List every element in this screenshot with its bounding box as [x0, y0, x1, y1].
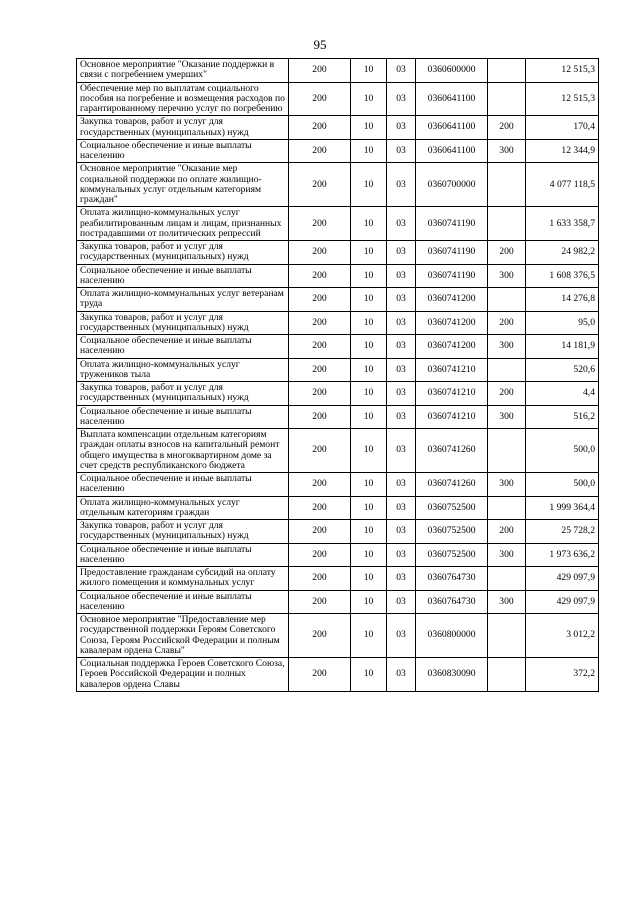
row-name: Предоставление гражданам субсидий на оплату жилого помещения и коммунальных услуг: [77, 567, 289, 591]
row-target-code: 0360764730: [416, 590, 488, 614]
row-target-code: 0360752500: [416, 496, 488, 520]
row-name: Основное мероприятие "Оказание мер социальной поддержки по оплате жилищно-коммунальных услуг отдельным категориям граждан": [77, 163, 289, 207]
row-subsection: 03: [387, 567, 416, 591]
row-expense-type: [488, 59, 526, 83]
table-row: [77, 567, 599, 591]
table-row: [77, 59, 599, 83]
row-section: 10: [351, 241, 387, 265]
row-section: 10: [351, 139, 387, 163]
row-subsection: 03: [387, 59, 416, 83]
table-row: [77, 116, 599, 140]
row-amount: 1 973 636,2: [526, 543, 599, 567]
table-row: [77, 241, 599, 265]
row-expense-type: [488, 288, 526, 312]
row-name: Социальное обеспечение и иные выплаты населению: [77, 264, 289, 288]
row-grbs-code: 200: [289, 382, 351, 406]
row-subsection: 03: [387, 311, 416, 335]
row-subsection: 03: [387, 658, 416, 692]
table-row: [77, 264, 599, 288]
row-grbs-code: 200: [289, 139, 351, 163]
row-name: Оплата жилищно-коммунальных услуг тружеников тыла: [77, 358, 289, 382]
row-target-code: 0360641100: [416, 116, 488, 140]
table-row: [77, 473, 599, 497]
row-name: Оплата жилищно-коммунальных услуг реабилитированным лицам и лицам, признанных пострадавшими от политических репрессий: [77, 207, 289, 241]
row-target-code: 0360800000: [416, 614, 488, 658]
row-section: 10: [351, 382, 387, 406]
row-expense-type: 200: [488, 520, 526, 544]
row-amount: 3 012,2: [526, 614, 599, 658]
row-target-code: 0360764730: [416, 567, 488, 591]
row-target-code: 0360741210: [416, 382, 488, 406]
page-number: 95: [313, 37, 327, 52]
row-subsection: 03: [387, 590, 416, 614]
table-row: [77, 382, 599, 406]
row-name: Закупка товаров, работ и услуг для государственных (муниципальных) нужд: [77, 520, 289, 544]
row-subsection: 03: [387, 288, 416, 312]
row-subsection: 03: [387, 163, 416, 207]
table-row: [77, 335, 599, 359]
budget-table-body: [77, 59, 599, 692]
table-row: [77, 139, 599, 163]
row-grbs-code: 200: [289, 116, 351, 140]
row-target-code: 0360752500: [416, 543, 488, 567]
row-grbs-code: 200: [289, 405, 351, 429]
row-amount: 4 077 118,5: [526, 163, 599, 207]
row-grbs-code: 200: [289, 163, 351, 207]
row-grbs-code: 200: [289, 241, 351, 265]
budget-table: [76, 58, 599, 692]
row-target-code: 0360741190: [416, 241, 488, 265]
row-amount: 95,0: [526, 311, 599, 335]
row-expense-type: [488, 207, 526, 241]
row-grbs-code: 200: [289, 264, 351, 288]
row-grbs-code: 200: [289, 496, 351, 520]
table-row: [77, 496, 599, 520]
row-grbs-code: 200: [289, 335, 351, 359]
row-expense-type: 300: [488, 139, 526, 163]
row-grbs-code: 200: [289, 82, 351, 116]
table-row: [77, 82, 599, 116]
row-section: 10: [351, 614, 387, 658]
row-target-code: 0360741210: [416, 358, 488, 382]
row-name: Закупка товаров, работ и услуг для государственных (муниципальных) нужд: [77, 382, 289, 406]
row-subsection: 03: [387, 82, 416, 116]
row-section: 10: [351, 473, 387, 497]
row-name: Социальное обеспечение и иные выплаты населению: [77, 473, 289, 497]
row-name: Социальное обеспечение и иные выплаты населению: [77, 405, 289, 429]
row-amount: 170,4: [526, 116, 599, 140]
row-section: 10: [351, 567, 387, 591]
row-name: Социальное обеспечение и иные выплаты населению: [77, 139, 289, 163]
row-subsection: 03: [387, 116, 416, 140]
row-grbs-code: 200: [289, 311, 351, 335]
row-amount: 429 097,9: [526, 590, 599, 614]
row-amount: 12 515,3: [526, 59, 599, 83]
row-grbs-code: 200: [289, 520, 351, 544]
row-target-code: 0360741190: [416, 264, 488, 288]
row-name: Обеспечение мер по выплатам социального пособия на погребение и возмещения расходов по гарантированному перечню услуг по погребению: [77, 82, 289, 116]
row-name: Основное мероприятие "Предоставление мер государственной поддержки Героям Советского Союза, Героям Российской Федерации и полным кавалерам ордена Славы": [77, 614, 289, 658]
row-expense-type: 300: [488, 473, 526, 497]
row-name: Социальная поддержка Героев Советского Союза, Героев Российской Федерации и полных кавалеров ордена Славы: [77, 658, 289, 692]
row-amount: 516,2: [526, 405, 599, 429]
row-expense-type: 300: [488, 264, 526, 288]
row-subsection: 03: [387, 614, 416, 658]
row-target-code: 0360741200: [416, 288, 488, 312]
row-section: 10: [351, 335, 387, 359]
row-amount: 24 982,2: [526, 241, 599, 265]
row-name: Социальное обеспечение и иные выплаты населению: [77, 590, 289, 614]
row-amount: 372,2: [526, 658, 599, 692]
row-section: 10: [351, 82, 387, 116]
row-amount: 1 608 376,5: [526, 264, 599, 288]
row-expense-type: 300: [488, 405, 526, 429]
row-subsection: 03: [387, 429, 416, 473]
row-target-code: 0360741260: [416, 429, 488, 473]
row-amount: 12 344,9: [526, 139, 599, 163]
row-grbs-code: 200: [289, 429, 351, 473]
row-amount: 14 181,9: [526, 335, 599, 359]
row-amount: 1 633 358,7: [526, 207, 599, 241]
row-name: Социальное обеспечение и иные выплаты населению: [77, 335, 289, 359]
row-subsection: 03: [387, 139, 416, 163]
row-name: Основное мероприятие "Оказание поддержки в связи с погребением умерших": [77, 59, 289, 83]
row-target-code: 0360641100: [416, 82, 488, 116]
row-section: 10: [351, 116, 387, 140]
table-row: [77, 543, 599, 567]
row-expense-type: 200: [488, 382, 526, 406]
row-section: 10: [351, 264, 387, 288]
row-amount: 14 276,8: [526, 288, 599, 312]
row-name: Оплата жилищно-коммунальных услуг отдельным категориям граждан: [77, 496, 289, 520]
row-grbs-code: 200: [289, 358, 351, 382]
row-amount: 500,0: [526, 429, 599, 473]
table-row: [77, 429, 599, 473]
table-row: [77, 614, 599, 658]
row-name: Закупка товаров, работ и услуг для государственных (муниципальных) нужд: [77, 241, 289, 265]
row-grbs-code: 200: [289, 59, 351, 83]
row-expense-type: 300: [488, 543, 526, 567]
row-subsection: 03: [387, 358, 416, 382]
row-grbs-code: 200: [289, 543, 351, 567]
row-name: Выплата компенсации отдельным категориям граждан оплаты взносов на капитальный ремонт общего имущества в многоквартирном доме за счет средств республиканского бюджета: [77, 429, 289, 473]
row-amount: 1 999 364,4: [526, 496, 599, 520]
row-grbs-code: 200: [289, 590, 351, 614]
row-expense-type: [488, 163, 526, 207]
row-subsection: 03: [387, 473, 416, 497]
row-expense-type: [488, 82, 526, 116]
row-expense-type: 200: [488, 116, 526, 140]
row-amount: 520,6: [526, 358, 599, 382]
table-row: [77, 207, 599, 241]
row-section: 10: [351, 496, 387, 520]
row-grbs-code: 200: [289, 614, 351, 658]
row-expense-type: 200: [488, 311, 526, 335]
row-target-code: 0360741200: [416, 335, 488, 359]
row-target-code: 0360741200: [416, 311, 488, 335]
row-subsection: 03: [387, 405, 416, 429]
table-row: [77, 590, 599, 614]
row-section: 10: [351, 543, 387, 567]
row-section: 10: [351, 658, 387, 692]
row-subsection: 03: [387, 241, 416, 265]
row-name: Социальное обеспечение и иные выплаты населению: [77, 543, 289, 567]
row-subsection: 03: [387, 335, 416, 359]
row-grbs-code: 200: [289, 288, 351, 312]
row-section: 10: [351, 429, 387, 473]
table-row: [77, 520, 599, 544]
row-target-code: 0360830090: [416, 658, 488, 692]
row-grbs-code: 200: [289, 567, 351, 591]
table-row: [77, 288, 599, 312]
row-subsection: 03: [387, 264, 416, 288]
row-section: 10: [351, 207, 387, 241]
row-expense-type: [488, 429, 526, 473]
row-section: 10: [351, 405, 387, 429]
row-subsection: 03: [387, 543, 416, 567]
row-expense-type: 300: [488, 335, 526, 359]
row-section: 10: [351, 311, 387, 335]
row-name: Закупка товаров, работ и услуг для государственных (муниципальных) нужд: [77, 116, 289, 140]
row-target-code: 0360741190: [416, 207, 488, 241]
row-amount: 25 728,2: [526, 520, 599, 544]
table-row: [77, 658, 599, 692]
row-section: 10: [351, 59, 387, 83]
table-row: [77, 311, 599, 335]
row-expense-type: [488, 658, 526, 692]
row-section: 10: [351, 520, 387, 544]
table-row: [77, 405, 599, 429]
row-expense-type: [488, 358, 526, 382]
row-expense-type: 200: [488, 241, 526, 265]
row-subsection: 03: [387, 207, 416, 241]
row-target-code: 0360741210: [416, 405, 488, 429]
row-target-code: 0360700000: [416, 163, 488, 207]
row-section: 10: [351, 590, 387, 614]
row-target-code: 0360641100: [416, 139, 488, 163]
row-amount: 4,4: [526, 382, 599, 406]
row-target-code: 0360600000: [416, 59, 488, 83]
row-name: Закупка товаров, работ и услуг для государственных (муниципальных) нужд: [77, 311, 289, 335]
row-target-code: 0360741260: [416, 473, 488, 497]
row-expense-type: 300: [488, 590, 526, 614]
row-grbs-code: 200: [289, 658, 351, 692]
row-name: Оплата жилищно-коммунальных услуг ветеранам труда: [77, 288, 289, 312]
row-subsection: 03: [387, 382, 416, 406]
row-section: 10: [351, 288, 387, 312]
table-row: [77, 163, 599, 207]
row-target-code: 0360752500: [416, 520, 488, 544]
row-subsection: 03: [387, 496, 416, 520]
row-subsection: 03: [387, 520, 416, 544]
row-expense-type: [488, 614, 526, 658]
row-grbs-code: 200: [289, 207, 351, 241]
row-expense-type: [488, 496, 526, 520]
row-amount: 500,0: [526, 473, 599, 497]
table-row: [77, 358, 599, 382]
row-amount: 429 097,9: [526, 567, 599, 591]
row-expense-type: [488, 567, 526, 591]
row-section: 10: [351, 358, 387, 382]
row-amount: 12 515,3: [526, 82, 599, 116]
row-grbs-code: 200: [289, 473, 351, 497]
row-section: 10: [351, 163, 387, 207]
